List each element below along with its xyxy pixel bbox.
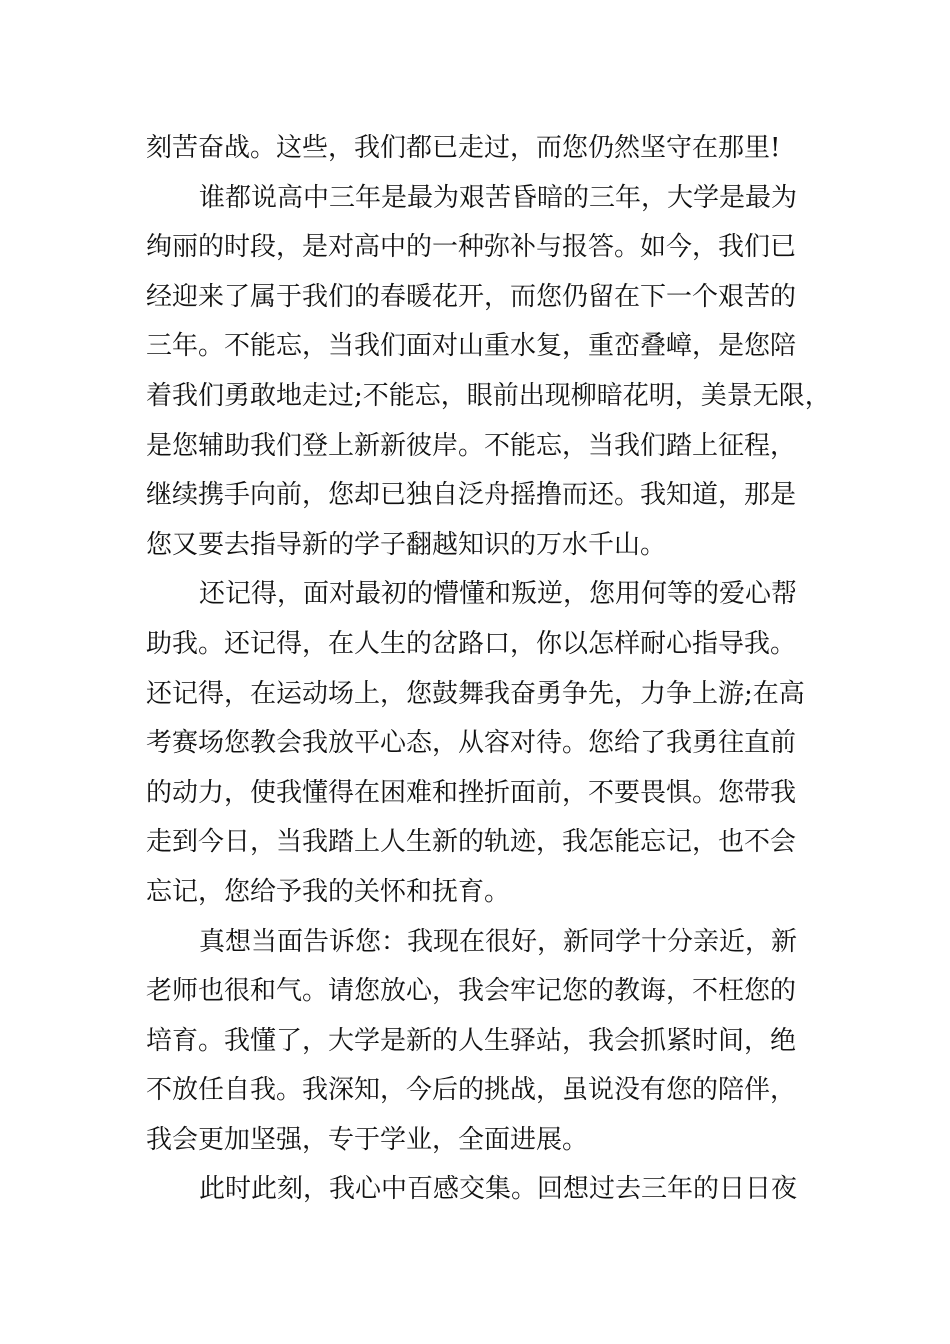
text-line: 不放任自我。我深知，今后的挑战，虽说没有您的陪伴， <box>146 1075 797 1106</box>
text-line: 老师也很和气。请您放心，我会牢记您的教诲，不枉您的 <box>146 976 797 1007</box>
paragraph-first-line: 还记得，面对最初的懵懂和叛逆，您用何等的爱心帮 <box>199 579 798 610</box>
body-text <box>146 124 831 1215</box>
text-line: 是您辅助我们登上新新彼岸。不能忘，当我们踏上征程， <box>146 430 797 461</box>
text-line: 绚丽的时段，是对高中的一种弥补与报答。如今，我们已 <box>146 232 797 263</box>
paragraph-first-line: 谁都说高中三年是最为艰苦昏暗的三年，大学是最为 <box>199 182 798 213</box>
paragraph-first-line: 此时此刻，我心中百感交集。回想过去三年的日日夜 <box>199 1174 798 1205</box>
paragraph-first-line: 真想当面告诉您：我现在很好，新同学十分亲近，新 <box>199 926 798 957</box>
text-line: 培育。我懂了，大学是新的人生驿站，我会抓紧时间，绝 <box>146 1025 797 1056</box>
text-line: 刻苦奋战。这些，我们都已走过，而您仍然坚守在那里! <box>146 133 781 163</box>
text-line: 考赛场您教会我放平心态，从容对待。您给了我勇往直前 <box>146 728 797 759</box>
text-line: 我会更加坚强，专于学业，全面进展。 <box>146 1124 589 1155</box>
text-line: 还记得，在运动场上，您鼓舞我奋勇争先，力争上游;在高 <box>146 678 805 709</box>
text-line: 您又要去指导新的学子翻越知识的万水千山。 <box>146 529 667 560</box>
text-line: 走到今日，当我踏上人生新的轨迹，我怎能忘记，也不会 <box>146 827 797 858</box>
text-line: 三年。不能忘，当我们面对山重水复，重峦叠嶂，是您陪 <box>146 331 797 362</box>
text-line: 着我们勇敢地走过;不能忘，眼前出现柳暗花明，美景无限， <box>146 380 831 411</box>
text-line: 的动力，使我懂得在困难和挫折面前，不要畏惧。您带我 <box>146 777 797 808</box>
text-line: 经迎来了属于我们的春暖花开，而您仍留在下一个艰苦的 <box>146 281 797 312</box>
text-line: 忘记，您给予我的关怀和抚育。 <box>146 876 511 907</box>
text-line: 继续携手向前，您却已独自泛舟摇撸而还。我知道，那是 <box>146 480 797 511</box>
text-line: 助我。还记得，在人生的岔路口，你以怎样耐心指导我。 <box>146 628 797 659</box>
